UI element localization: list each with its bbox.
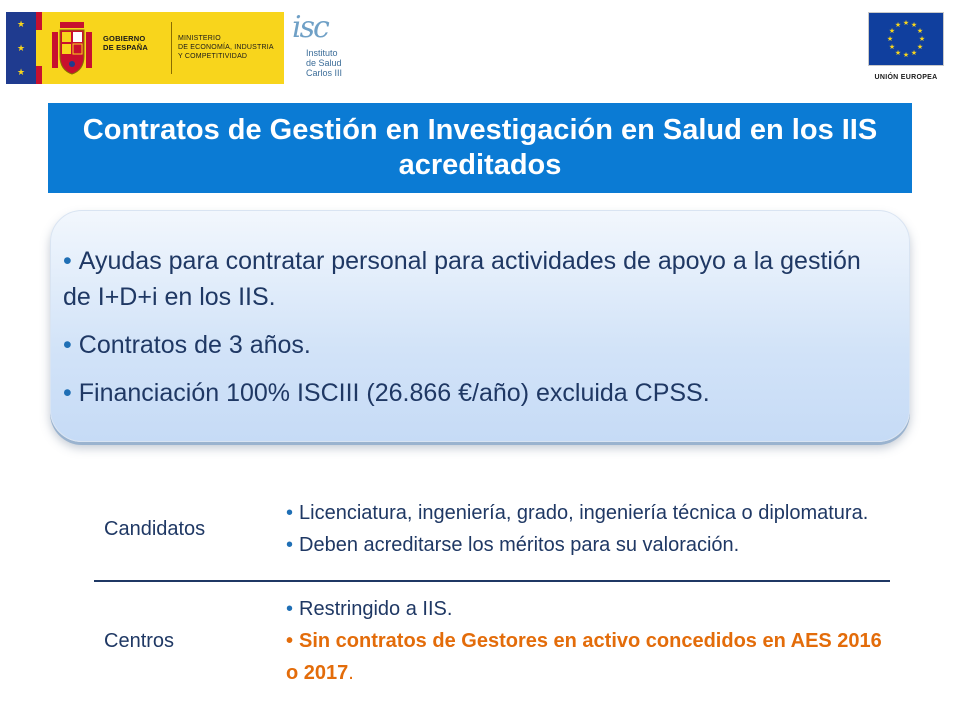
isc-line3: Carlos III (306, 68, 343, 78)
info-item-contratos: • Contratos de 3 años. (63, 327, 889, 363)
isciii-logo (292, 12, 362, 84)
svg-text:★: ★ (902, 51, 910, 59)
union-europea-logo (866, 12, 946, 88)
isc-line1: Instituto (306, 48, 338, 58)
svg-text:★: ★ (894, 49, 902, 57)
ministry-line2: DE ECONOMÍA, INDUSTRIA (178, 44, 274, 51)
info-item-financiacion: • Financiación 100% ISCIII (26.866 €/año) excluida CPSS. (63, 375, 889, 411)
gobierno-espana-logo (6, 12, 284, 84)
svg-text:★: ★ (894, 21, 902, 29)
info-list (51, 211, 909, 411)
table-row-centros (94, 582, 890, 696)
logo-divider (171, 22, 172, 74)
candidatos-item-meritos: • Deben acreditarse los méritos para su valoración. (286, 529, 890, 561)
centros-item-sin-contratos: Sin contratos de Gestores en activo concedidos en AES 2016 o 2017 (286, 630, 882, 684)
info-item-ayudas: • Ayudas para contratar personal para actividades de apoyo a la gestión de I+D+i en los IIS. (63, 243, 889, 315)
gov-line1: GOBIERNO (103, 34, 146, 43)
centros-item-restringido: • Restringido a IIS. (286, 593, 890, 625)
isc-mark: isc (292, 10, 328, 45)
svg-text:★: ★ (910, 49, 918, 57)
page-title: Contratos de Gestión en Investigación en Salud en los IIS acreditados (82, 114, 878, 181)
title-bar (48, 103, 912, 193)
ministry-line3: Y COMPETITIVIDAD (178, 53, 248, 60)
svg-text:★: ★ (888, 43, 896, 51)
row-label-centros: Centros (104, 629, 175, 652)
svg-text:★: ★ (886, 35, 894, 43)
row-label-candidatos: Candidatos (104, 517, 206, 540)
coat-of-arms-icon (50, 18, 94, 78)
eu-label: UNIÓN EUROPEA (874, 74, 938, 81)
requirements-table (94, 478, 890, 696)
svg-text:★: ★ (910, 21, 918, 29)
svg-text:★: ★ (916, 43, 924, 51)
svg-text:★: ★ (918, 35, 926, 43)
eu-flag-icon (868, 12, 944, 66)
svg-text:★: ★ (888, 27, 896, 35)
gov-line2: DE ESPAÑA (103, 43, 149, 52)
spain-flag-stripe (36, 12, 42, 84)
centros-item-end: . (348, 662, 354, 684)
svg-text:★: ★ (916, 27, 924, 35)
ministry-line1: MINISTERIO (178, 35, 221, 42)
info-box (50, 210, 910, 442)
isc-line2: de Salud (306, 58, 342, 68)
table-row-candidatos (94, 478, 890, 582)
svg-text:★: ★ (902, 19, 910, 27)
eu-stars-strip: ★ ★ ★ (6, 12, 36, 84)
candidatos-item-titulacion: • Licenciatura, ingeniería, grado, ingeniería técnica o diplomatura. (286, 497, 890, 529)
